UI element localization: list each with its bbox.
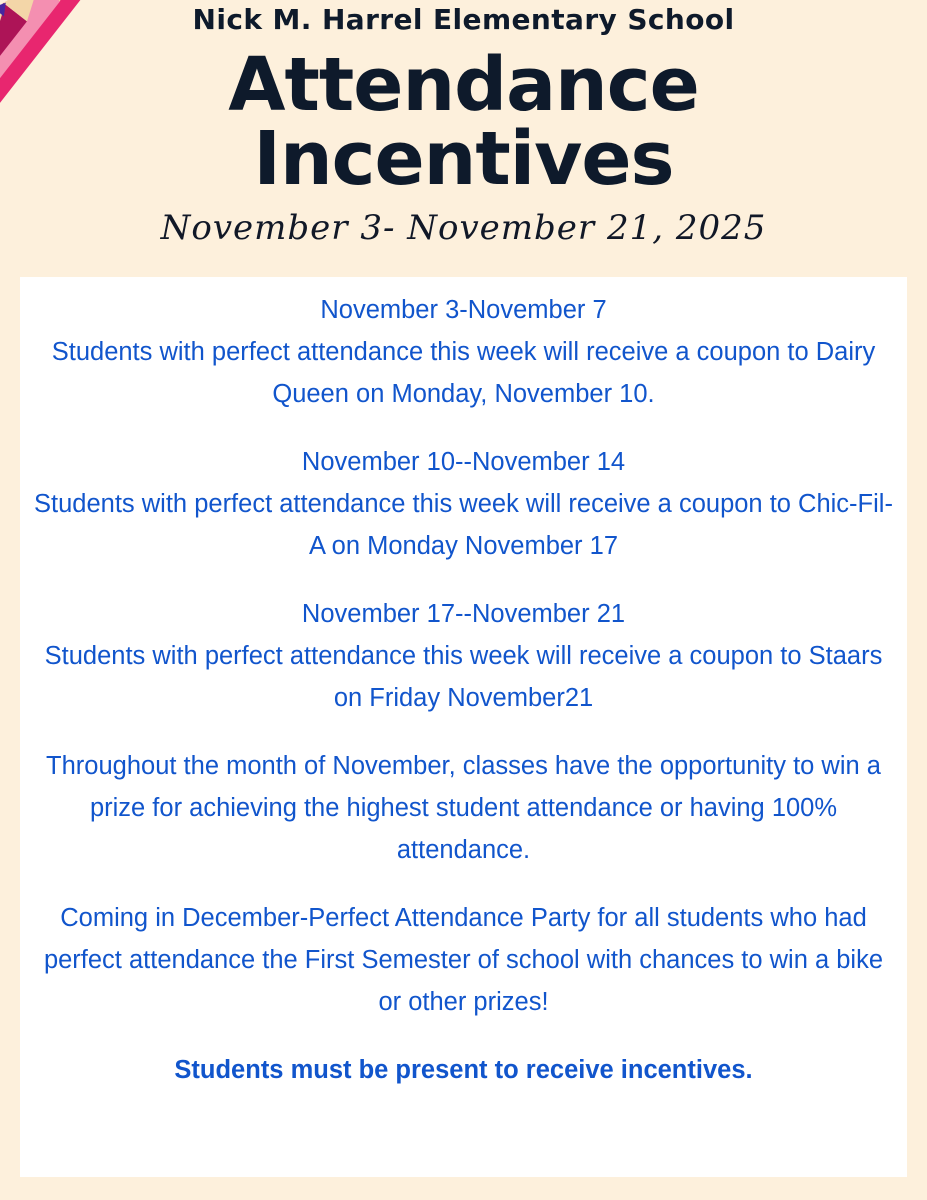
- school-name: Nick M. Harrel Elementary School: [192, 3, 735, 36]
- incentive-block-week-3: [32, 593, 895, 719]
- content-card: [20, 277, 907, 1177]
- footer-note-block: [32, 1049, 895, 1091]
- incentive-block-week-2: [32, 441, 895, 567]
- incentive-block-week-1: [32, 289, 895, 415]
- week-1-body: Students with perfect attendance this week will receive a coupon to Dairy Queen on Monday, November 10.: [51, 338, 876, 408]
- week-1-heading: November 3-November 7: [320, 296, 607, 324]
- week-2-body: Students with perfect attendance this week will receive a coupon to Chic-Fil-A on Monday November 17: [34, 490, 893, 560]
- date-range: November 3- November 21, 2025: [160, 208, 767, 248]
- week-2-heading: November 10--November 14: [301, 448, 626, 476]
- week-3-heading: November 17--November 21: [301, 600, 626, 628]
- december-party-text: Coming in December-Perfect Attendance Party for all students who had perfect attendance the First Semester of school with chances to win a bike or other prizes!: [43, 904, 884, 1016]
- footer-note: Students must be present to receive incentives.: [174, 1056, 753, 1084]
- poster-header: [0, 0, 927, 248]
- monthly-prize-paragraph: [32, 745, 895, 871]
- monthly-prize-text: Throughout the month of November, classes have the opportunity to win a prize for achieving the highest student attendance or having 100% attendance.: [46, 752, 881, 864]
- page-title-line-2: Incentives: [253, 116, 674, 202]
- week-3-body: Students with perfect attendance this week will receive a coupon to Staars on Friday November21: [44, 642, 883, 712]
- page-title-line-1: Attendance: [228, 42, 699, 128]
- page-title: [0, 42, 927, 202]
- december-party-paragraph: [32, 897, 895, 1023]
